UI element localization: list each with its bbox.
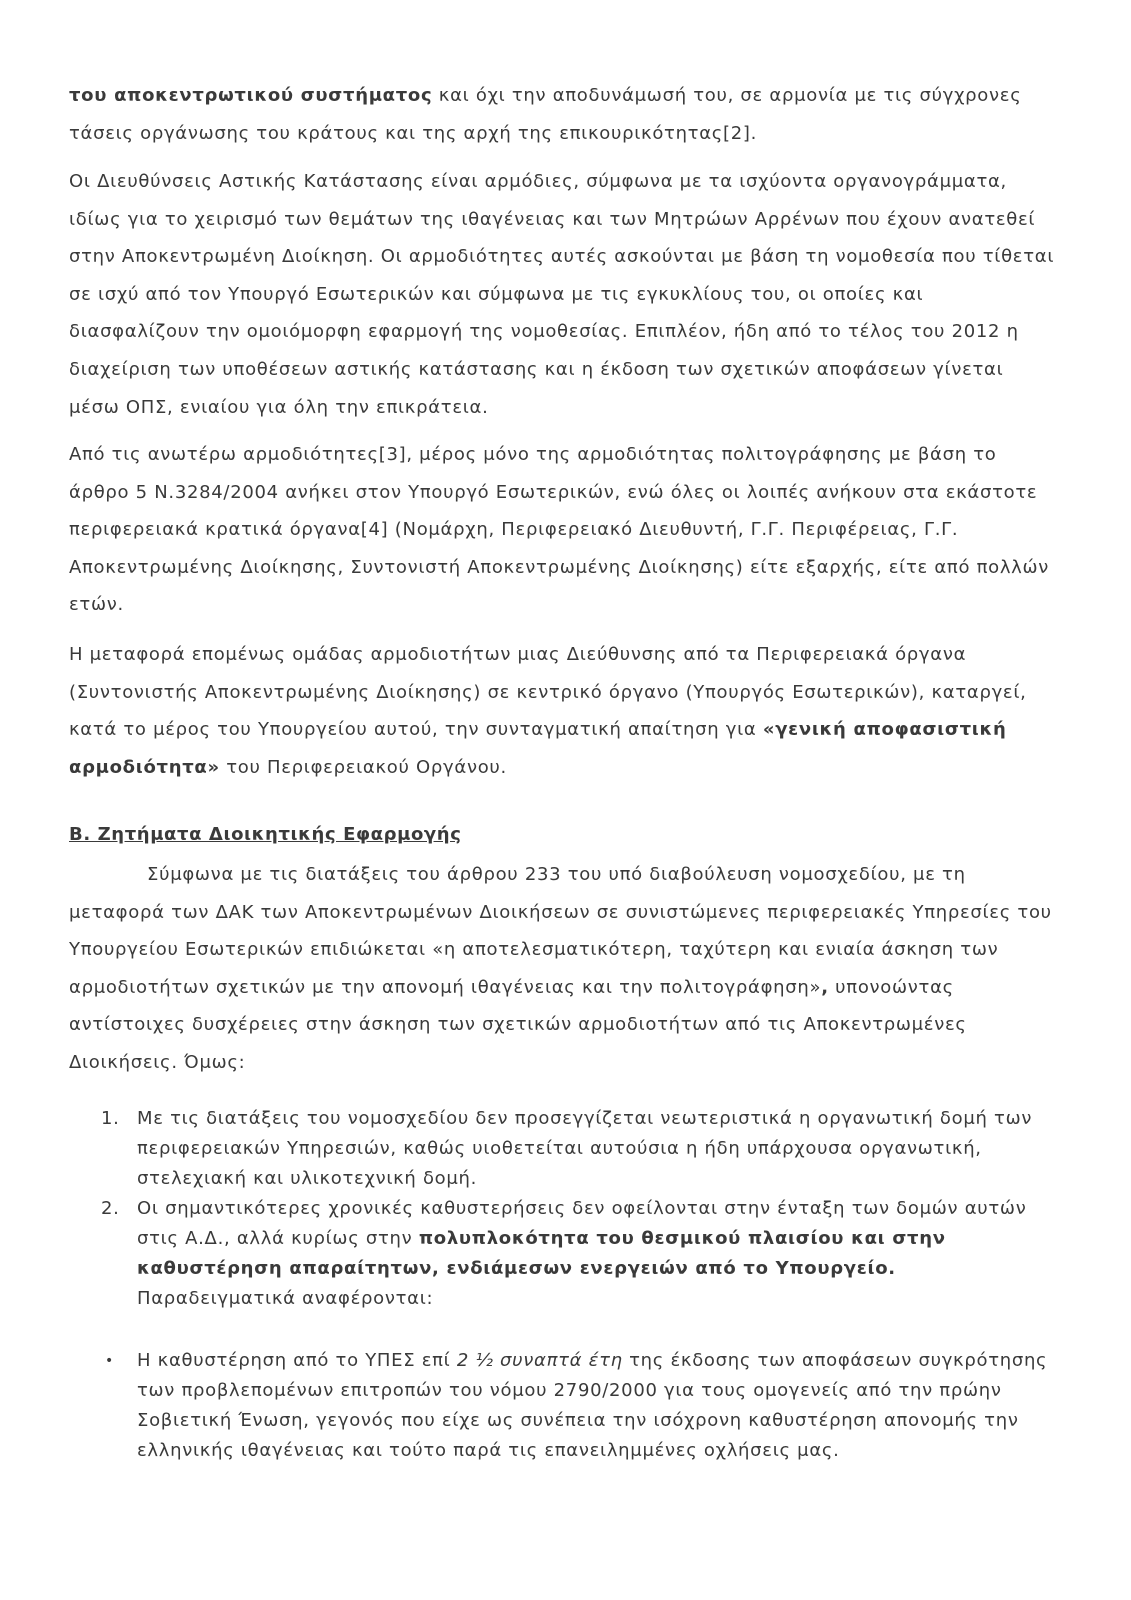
paragraph-1: [69, 77, 1059, 152]
list-item-bold: πολυπλοκότητα του θεσμικού πλαισίου και στην καθυστέρηση απαραίτητων, ενδιάμεσων ενεργειών από το Υπουργείο.: [137, 1228, 946, 1279]
paragraph-4: [69, 636, 1059, 786]
list-number: 1.: [101, 1108, 120, 1129]
list-item-text-end: Παραδειγματικά αναφέρονται:: [137, 1288, 434, 1309]
paragraph-5-text: Σύμφωνα με τις διατάξεις του άρθρου 233 του υπό διαβούλευση νομοσχεδίου, με τη μεταφορά των ΔΑΚ των Αποκεντρωμένων Διοικήσεων σε συνιστώμενες περιφερειακές Υπηρεσίες του Υπουργείου Εσωτερικών επιδιώκεται «η αποτελεσματικότερη, ταχύτερη και ενιαία άσκηση των αρμοδιοτήτων σχετικών με την απονομή ιθαγένειας και την πολιτογράφηση»: [69, 864, 1052, 998]
paragraph-4-bold: «γενική αποφασιστική αρμοδιότητα»: [69, 719, 1007, 778]
paragraph-5: [69, 856, 1059, 1082]
paragraph-5-text-end: υπονοώντας αντίστοιχες δυσχέρειες στην άσκηση των σχετικών αρμοδιοτήτων από τις Αποκεντρωμένες Διοικήσεις. Όμως:: [69, 976, 967, 1073]
list-item: [69, 1194, 1059, 1314]
bullet-marker: •: [105, 1353, 114, 1369]
bullet-text: Η καθυστέρηση από το ΥΠΕΣ επί: [137, 1350, 457, 1371]
paragraph-1-bold: του αποκεντρωτικού συστήματος: [69, 85, 433, 106]
list-item: [69, 1104, 1059, 1194]
list-item-text: Οι σημαντικότερες χρονικές καθυστερήσεις δεν οφείλονται στην ένταξη των δομών αυτών στις Α.Δ., αλλά κυρίως στην: [137, 1198, 1027, 1249]
paragraph-5-bold: ,: [821, 976, 829, 998]
section-heading: Β. Ζητήματα Διοικητικής Εφαρμογής: [69, 824, 462, 845]
bullet-italic: 2 ½ συναπτά έτη: [456, 1350, 623, 1371]
paragraph-4-text-end: του Περιφερειακού Οργάνου.: [219, 756, 507, 778]
list-item-text: Με τις διατάξεις του νομοσχεδίου δεν προσεγγίζεται νεωτεριστικά η οργανωτική δομή των περιφερειακών Υπηρεσιών, καθώς υιοθετείται αυτούσια η ήδη υπάρχουσα οργανωτική, στελεχιακή και υλικοτεχνική δομή.: [137, 1108, 1033, 1189]
bullet-item: [69, 1346, 1059, 1466]
paragraph-2: Οι Διευθύνσεις Αστικής Κατάστασης είναι αρμόδιες, σύμφωνα με τα ισχύοντα οργανογράμματα, ιδίως για το χειρισμό των θεμάτων της ιθαγένειας και των Μητρώων Αρρένων που έχουν ανατεθεί στην Αποκεντρωμένη Διοίκηση. Οι αρμοδιότητες αυτές ασκούνται με βάση τη νομοθεσία που τίθεται σε ισχύ από τον Υπουργό Εσωτερικών και σύμφωνα με τις εγκυκλίους του, οι οποίες και διασφαλίζουν την ομοιόμορφη εφαρμογή της νομοθεσίας. Επιπλέον, ήδη από το τέλος του 2012 η διαχείριση των υποθέσεων αστικής κατάστασης και η έκδοση των σχετικών αποφάσεων γίνεται μέσω ΟΠΣ, ενιαίου για όλη την επικράτεια.: [69, 171, 1055, 418]
list-number: 2.: [101, 1198, 120, 1219]
bullet-text-end: της έκδοσης των αποφάσεων συγκρότησης των προβλεπομένων επιτροπών του νόμου 2790/2000 για τους ομογενείς από την πρώην Σοβιετική Ένωση, γεγονός που είχε ως συνέπεια την ισόχρονη καθυστέρηση απονομής την ελληνικής ιθαγένειας και τούτο παρά τις επανειλημμένες οχλήσεις μας.: [137, 1350, 1048, 1461]
bullet-list: [69, 1346, 1059, 1466]
paragraph-4-text: Η μεταφορά επομένως ομάδας αρμοδιοτήτων μιας Διεύθυνσης από τα Περιφερειακά όργανα (Συντονιστής Αποκεντρωμένης Διοίκησης) σε κεντρικό όργανο (Υπουργός Εσωτερικών), καταργεί, κατά το μέρος του Υπουργείου αυτού, την συνταγματική απαίτηση για: [69, 644, 1027, 741]
paragraph-1-text: και όχι την αποδυνάμωσή του, σε αρμονία με τις σύγχρονες τάσεις οργάνωσης του κράτους και της αρχή της επικουρικότητας[2].: [69, 85, 1022, 144]
numbered-list: [69, 1104, 1059, 1314]
paragraph-3: Από τις ανωτέρω αρμοδιότητες[3], μέρος μόνο της αρμοδιότητας πολιτογράφησης με βάση το άρθρο 5 Ν.3284/2004 ανήκει στον Υπουργό Εσωτερικών, ενώ όλες οι λοιπές ανήκουν στα εκάστοτε περιφερειακά κρατικά όργανα[4] (Νομάρχη, Περιφερειακό Διευθυντή, Γ.Γ. Περιφέρειας, Γ.Γ. Αποκεντρωμένης Διοίκησης, Συντονιστή Αποκεντρωμένης Διοίκησης) είτε εξαρχής, είτε από πολλών ετών.: [69, 444, 1050, 616]
